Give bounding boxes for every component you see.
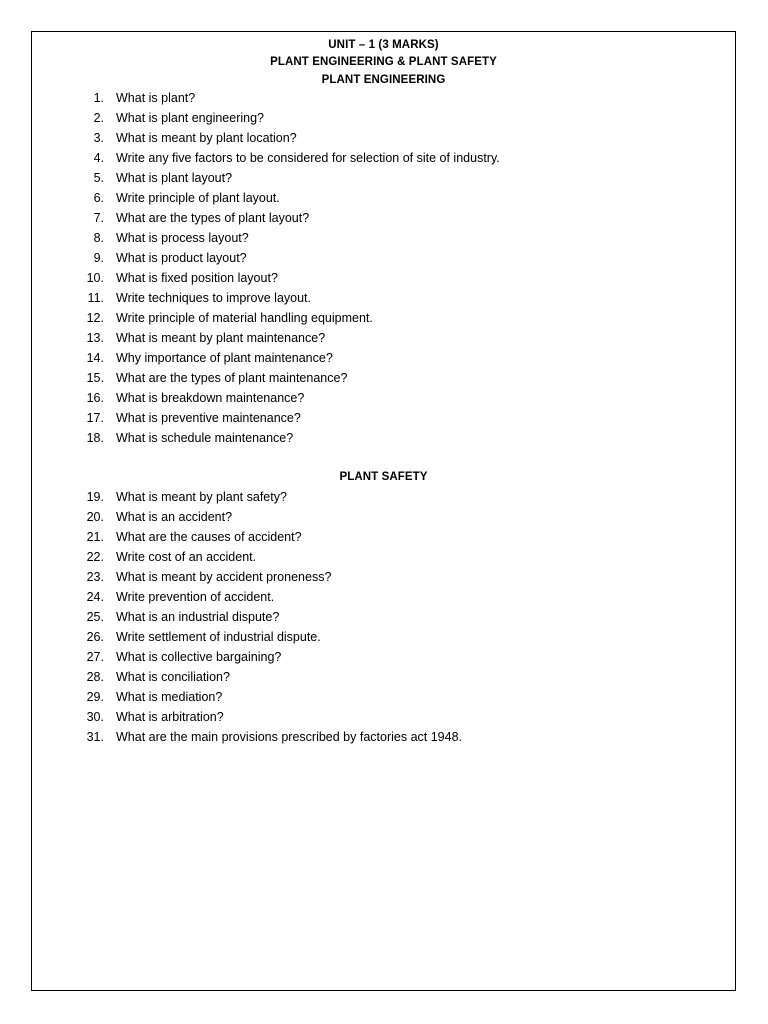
question-number: 21. xyxy=(86,530,104,544)
question-text: What is collective bargaining? xyxy=(116,650,282,664)
question-text: What is meant by plant location? xyxy=(116,131,297,145)
question-text: What is schedule maintenance? xyxy=(116,431,294,445)
question-text: What is product layout? xyxy=(116,251,247,265)
question-number: 4. xyxy=(93,151,104,165)
question-text: Write principle of material handling equipment. xyxy=(116,311,373,325)
question-number: 17. xyxy=(86,411,104,425)
question-text: What is an accident? xyxy=(116,510,233,524)
question-number: 31. xyxy=(86,730,104,744)
question-text: What is fixed position layout? xyxy=(116,271,278,285)
question-number: 14. xyxy=(86,351,104,365)
question-text: What is plant engineering? xyxy=(116,111,265,125)
question-number: 7. xyxy=(93,211,104,225)
question-text: Write prevention of accident. xyxy=(116,590,275,604)
question-number: 27. xyxy=(86,650,104,664)
question-text: Write techniques to improve layout. xyxy=(116,291,312,305)
question-text: What are the causes of accident? xyxy=(116,530,302,544)
question-number: 23. xyxy=(86,570,104,584)
question-number: 8. xyxy=(93,231,104,245)
question-number: 12. xyxy=(86,311,104,325)
question-text: What is arbitration? xyxy=(116,710,224,724)
question-text: What is breakdown maintenance? xyxy=(116,391,305,405)
question-number: 9. xyxy=(93,251,104,265)
question-number: 10. xyxy=(86,271,104,285)
question-text: What is an industrial dispute? xyxy=(116,610,280,624)
question-text: What is mediation? xyxy=(116,690,223,704)
question-text: Write cost of an accident. xyxy=(116,550,257,564)
question-text: Why importance of plant maintenance? xyxy=(116,351,333,365)
question-text: Write principle of plant layout. xyxy=(116,191,280,205)
question-number: 18. xyxy=(86,431,104,445)
question-number: 13. xyxy=(86,331,104,345)
question-number: 22. xyxy=(86,550,104,564)
question-number: 15. xyxy=(86,371,104,385)
question-text: What is plant? xyxy=(116,91,196,105)
question-text: What is process layout? xyxy=(116,231,249,245)
question-number: 30. xyxy=(86,710,104,724)
question-text: What are the types of plant layout? xyxy=(116,211,310,225)
question-text: What is meant by plant maintenance? xyxy=(116,331,326,345)
subject-title: PLANT ENGINEERING & PLANT SAFETY xyxy=(270,56,497,68)
question-text: What is plant layout? xyxy=(116,171,233,185)
question-text: Write settlement of industrial dispute. xyxy=(116,630,321,644)
question-text: What is meant by accident proneness? xyxy=(116,570,332,584)
unit-title: UNIT – 1 (3 MARKS) xyxy=(328,39,439,51)
question-text: What is preventive maintenance? xyxy=(116,411,301,425)
question-number: 19. xyxy=(86,490,104,504)
question-number: 6. xyxy=(93,191,104,205)
section-title-plant-engineering: PLANT ENGINEERING xyxy=(321,74,446,86)
question-number: 11. xyxy=(87,291,104,305)
question-number: 20. xyxy=(86,510,104,524)
question-text: What are the main provisions prescribed by factories act 1948. xyxy=(116,730,463,744)
question-text: What are the types of plant maintenance? xyxy=(116,371,348,385)
question-number: 29. xyxy=(86,690,104,704)
question-number: 24. xyxy=(86,590,104,604)
question-number: 16. xyxy=(86,391,104,405)
question-number: 3. xyxy=(93,131,104,145)
question-number: 2. xyxy=(93,111,104,125)
question-number: 28. xyxy=(86,670,104,684)
section-title-plant-safety: PLANT SAFETY xyxy=(339,471,428,483)
question-number: 1. xyxy=(93,91,104,105)
question-text: Write any five factors to be considered for selection of site of industry. xyxy=(116,151,500,165)
question-number: 5. xyxy=(93,171,104,185)
question-number: 25. xyxy=(86,610,104,624)
question-text: What is meant by plant safety? xyxy=(116,490,287,504)
question-text: What is conciliation? xyxy=(116,670,230,684)
question-number: 26. xyxy=(86,630,104,644)
